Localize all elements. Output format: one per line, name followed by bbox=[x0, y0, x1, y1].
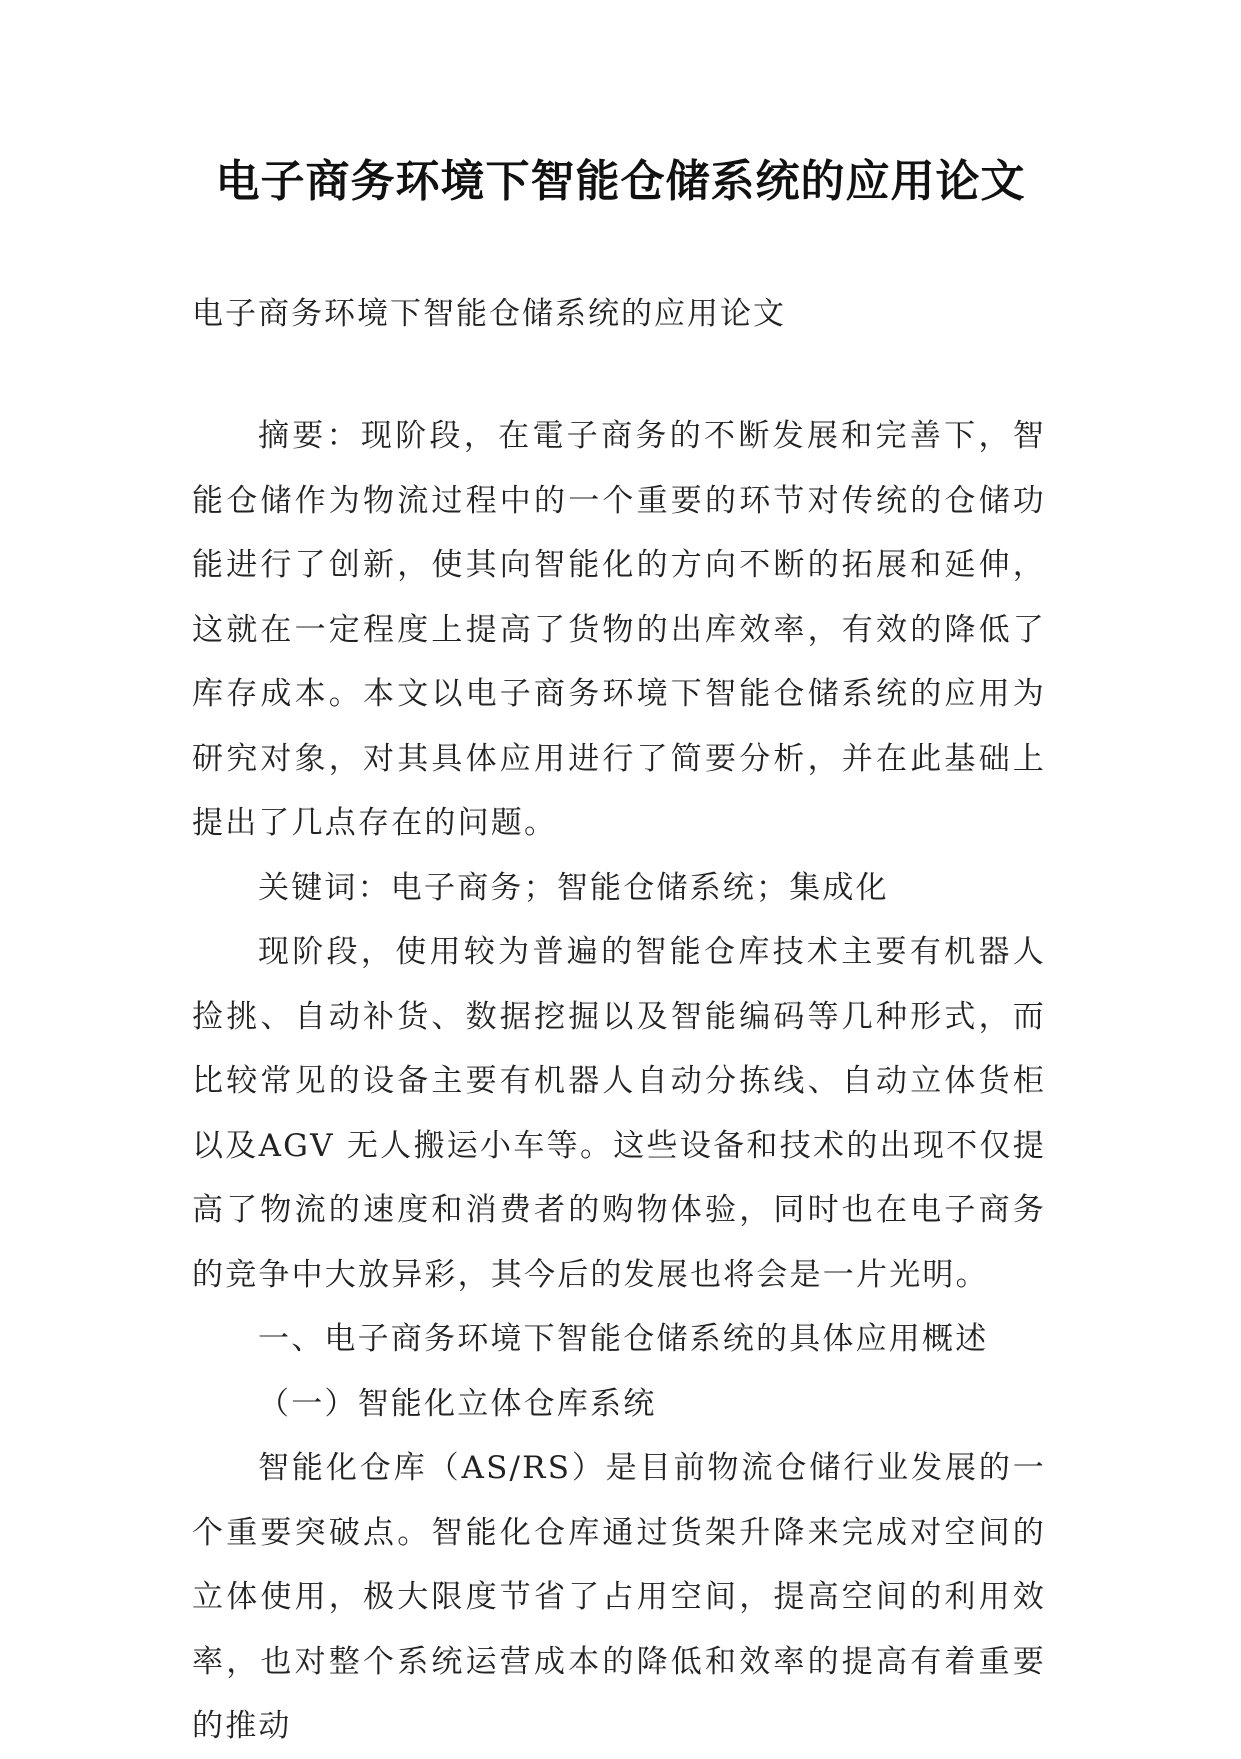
intro-paragraph: 现阶段，使用较为普遍的智能仓库技术主要有机器人捡挑、自动补货、数据挖掘以及智能编码等几种形式，而比较常见的设备主要有机器人自动分拣线、自动立体货柜以及AGV 无人搬运小车等。这些设备和技术的出现不仅提高了物流的速度和消费者的购物体验，同时也在电子商务的竞争中大放异彩，其今后的发展也将会是一片光明。 bbox=[192, 934, 1046, 1293]
section-heading: 一、电子商务环境下智能仓储系统的具体应用概述 bbox=[258, 1321, 989, 1357]
document-body bbox=[192, 404, 1046, 1759]
keywords-paragraph: 关键词：电子商务；智能仓储系统；集成化 bbox=[258, 869, 889, 906]
subsection-heading: （一）智能化立体仓库系统 bbox=[258, 1385, 657, 1422]
body-paragraph: 智能化仓库（AS/RS）是目前物流仓储行业发展的一个重要突破点。智能化仓库通过货架升降来完成对空间的立体使用，极大限度节省了占用空间，提高空间的利用效率，也对整个系统运营成本的降低和效率的提高有着重要的推动 bbox=[192, 1450, 1046, 1744]
document-title: 电子商务环境下智能仓储系统的应用论文 bbox=[215, 156, 1026, 207]
abstract-paragraph: 摘要：现阶段，在電子商务的不断发展和完善下，智能仓储作为物流过程中的一个重要的环节对传统的仓储功能进行了创新，使其向智能化的方向不断的拓展和延伸，这就在一定程度上提高了货物的出库效率，有效的降低了库存成本。本文以电子商务环境下智能仓储系统的应用为研究对象，对其具体应用进行了简要分析，并在此基础上提出了几点存在的问题。 bbox=[192, 418, 1046, 841]
document-subtitle: 电子商务环境下智能仓储系统的应用论文 bbox=[192, 296, 786, 332]
